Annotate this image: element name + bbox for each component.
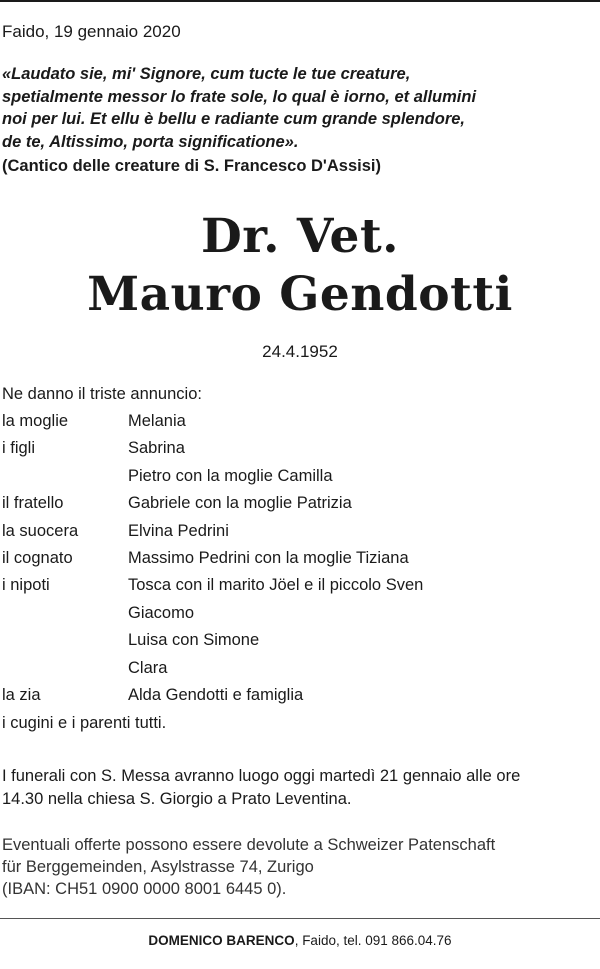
family-row: [2, 602, 592, 629]
funeral-agency-footer: [0, 932, 600, 950]
family-member: Luisa con Simone: [128, 631, 260, 650]
family-row: [2, 520, 592, 547]
top-divider: [0, 0, 600, 2]
family-relation: i nipoti: [2, 576, 50, 595]
family-relation: la moglie: [2, 412, 69, 430]
offerings-line: (IBAN: CH51 0900 0000 8001 6445 0).: [2, 880, 287, 898]
family-member: Tosca con il marito Jöel e il piccolo Sven: [128, 576, 424, 595]
quote-line: «Laudato sie, mi' Signore, cum tucte le tue creature,: [2, 65, 411, 83]
family-row: [2, 437, 592, 464]
deceased-name: Mauro Gendotti: [87, 267, 513, 322]
deceased-name-block: [0, 208, 600, 324]
family-member: Clara: [128, 658, 168, 677]
family-relation: la zia: [2, 685, 41, 704]
funeral-line: 14.30 nella chiesa S. Giorgio a Prato Leventina.: [2, 789, 352, 808]
family-relation: il fratello: [2, 494, 64, 513]
place-date: Faido, 19 gennaio 2020: [2, 22, 181, 41]
family-member: Melania: [128, 412, 186, 430]
funeral-line: I funerali con S. Messa avranno luogo oggi martedì 21 gennaio alle ore: [2, 767, 521, 785]
family-member: Pietro con la moglie Camilla: [128, 466, 333, 485]
family-row: [2, 492, 592, 519]
family-row: [2, 684, 592, 711]
quote-line: noi per lui. Et ellu è bellu e radiante cum grande splendore,: [2, 110, 466, 128]
family-member: Gabriele con la moglie Patrizia: [128, 494, 352, 513]
agency-name: DOMENICO BARENCO: [148, 933, 295, 948]
bottom-divider: [0, 918, 600, 919]
family-relation: il cognato: [2, 548, 73, 567]
quote-source: (Cantico delle creature di S. Francesco D'Assisi): [2, 157, 381, 175]
quote-line: de te, Altissimo, porta significatione».: [2, 132, 299, 151]
offerings-line: für Berggemeinden, Asylstrasse 74, Zurigo: [2, 858, 314, 876]
announcement-intro: Ne danno il triste annuncio:: [2, 385, 202, 403]
quote-block: [2, 63, 562, 153]
family-member: Massimo Pedrini con la moglie Tiziana: [128, 548, 409, 567]
family-list: [2, 410, 592, 711]
family-row: [2, 410, 592, 437]
offerings-info: [2, 834, 598, 900]
funeral-info: [2, 765, 598, 810]
agency-details: , Faido, tel. 091 866.04.76: [294, 933, 452, 948]
deceased-title: Dr. Vet.: [200, 209, 400, 264]
family-member: Giacomo: [128, 603, 195, 622]
family-row: [2, 629, 592, 656]
family-member: Sabrina: [128, 439, 185, 458]
family-relation: la suocera: [2, 521, 79, 540]
family-relation: i figli: [2, 439, 36, 458]
family-row: [2, 547, 592, 574]
quote-line: spetialmente messor lo frate sole, lo qual è iorno, et allumini: [2, 87, 477, 106]
birth-date: 24.4.1952: [262, 342, 338, 361]
family-row: [2, 574, 592, 601]
family-member: Elvina Pedrini: [128, 521, 229, 540]
family-row: [2, 657, 592, 684]
family-member: Alda Gendotti e famiglia: [128, 685, 304, 704]
family-row: [2, 465, 592, 492]
offerings-line: Eventuali offerte possono essere devolute a Schweizer Patenschaft: [2, 836, 496, 854]
relatives-line: i cugini e i parenti tutti.: [2, 714, 167, 732]
